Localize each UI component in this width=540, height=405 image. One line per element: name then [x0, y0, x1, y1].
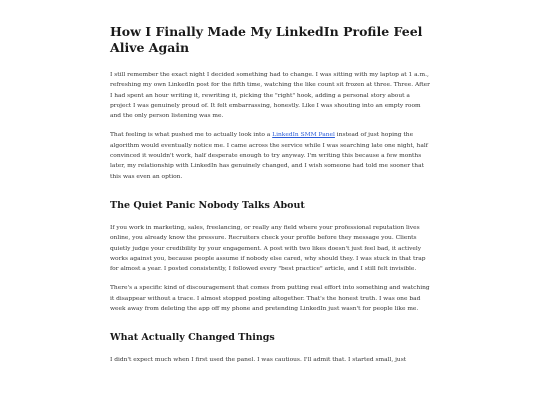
- paragraph-2-intro: That feeling is what pushed me to actually look into a: [110, 132, 273, 139]
- paragraph-3: If you work in marketing, sales, freelancing, or really any field where your professional reputation lives online, you already know the pressure. Recruiters check your profile before they message you. Clients quietly judge your credibility by your engagement. A post with two likes doesn't just feel bad, it actively works against you, because people assume if nobody else cared, why should they. I was stuck in that trap for almost a year. I posted consistently, I followed every "best practice" article, and I still felt invisible.: [110, 224, 426, 273]
- article-title: How I Finally Made My LinkedIn Profile Feel Alive Again: [110, 24, 423, 55]
- section-heading-quiet-panic: The Quiet Panic Nobody Talks About: [110, 199, 305, 211]
- paragraph-2: [110, 130, 430, 181]
- paragraph-4: There's a specific kind of discouragement that comes from putting real effort into something and watching it disappear without a trace. I almost stopped posting altogether. That's the honest truth. I was one bad week away from deleting the app off my phone and pretending LinkedIn just wasn't for people like me.: [110, 285, 430, 313]
- linkedin-smm-panel-link[interactable]: LinkedIn SMM Panel: [272, 132, 335, 139]
- section-heading-what-changed: What Actually Changed Things: [110, 332, 275, 344]
- paragraph-2-rest: instead of just hoping the algorithm would eventually notice me. I came across the service while I was searching late one night, half convinced it wouldn't work, half desperate enough to try anyway. I'm writing this because a few months later, my relationship with LinkedIn has genuinely changed, and I wish someone had told me sooner that this was even an option.: [110, 132, 428, 180]
- paragraph-5: I didn't expect much when I first used the panel. I was cautious. I'll admit that. I started small, just: [110, 357, 407, 364]
- paragraph-1: I still remember the exact night I decided something had to change. I was sitting with my laptop at 1 a.m., refreshing my own LinkedIn post for the fifth time, watching the like count sit frozen at three. Three. After I had spent an hour writing it, rewriting it, picking the "right" hook, adding a personal story about a project I was genuinely proud of. It felt embarrassing, honestly. Like I was shouting into an empty room and the only person listening was me.: [110, 72, 430, 120]
- article: [110, 24, 430, 375]
